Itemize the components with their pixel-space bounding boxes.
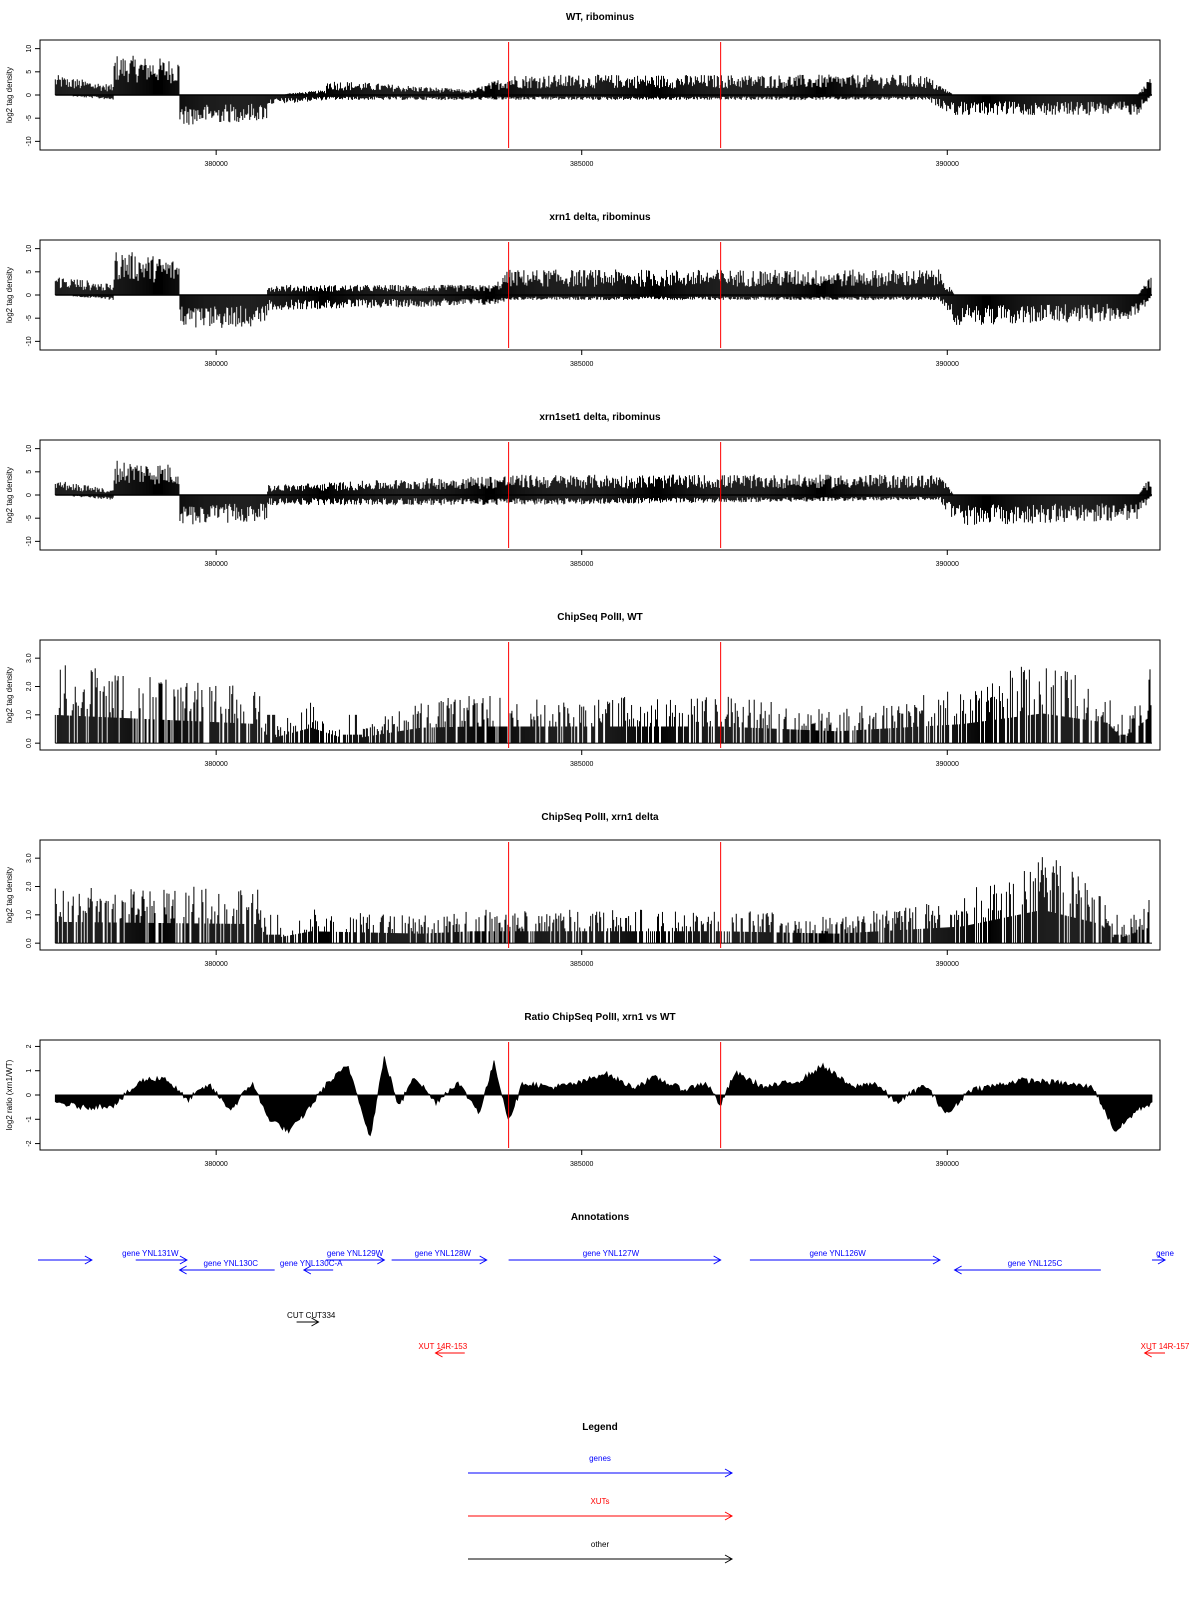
- y-tick-label: -10: [26, 536, 33, 546]
- y-tick-label: -10: [26, 136, 33, 146]
- x-tick-label: 390000: [936, 161, 959, 168]
- y-tick-label: -10: [26, 336, 33, 346]
- chart-title: xrn1set1 delta, ribominus: [539, 412, 661, 423]
- y-tick-label: 5: [26, 470, 33, 474]
- y-tick-label: 5: [26, 70, 33, 74]
- chart-panel: [5, 412, 1160, 568]
- x-tick-label: 380000: [204, 361, 227, 368]
- y-tick-label: 10: [26, 45, 33, 53]
- y-axis-label: log2 tag density: [5, 267, 14, 323]
- chart-title: xrn1 delta, ribominus: [549, 212, 651, 223]
- y-tick-label: 0: [26, 293, 33, 297]
- chart-title: WT, ribominus: [566, 12, 635, 23]
- chart-panel: [5, 212, 1160, 368]
- x-tick-label: 380000: [204, 561, 227, 568]
- x-tick-label: 390000: [936, 561, 959, 568]
- data-series: [55, 461, 1152, 525]
- data-series: [55, 56, 1152, 125]
- y-tick-label: -5: [26, 515, 33, 521]
- y-tick-label: 0: [26, 93, 33, 97]
- x-tick-label: 385000: [570, 161, 593, 168]
- x-tick-label: 385000: [570, 561, 593, 568]
- x-tick-label: 385000: [570, 361, 593, 368]
- y-tick-label: -5: [26, 315, 33, 321]
- y-tick-label: 5: [26, 270, 33, 274]
- y-axis-label: log2 tag density: [5, 67, 14, 123]
- y-tick-label: 0: [26, 493, 33, 497]
- y-tick-label: -5: [26, 115, 33, 121]
- chart-panel: [5, 12, 1160, 168]
- data-series: [55, 252, 1152, 328]
- y-tick-label: 10: [26, 245, 33, 253]
- y-axis-label: log2 tag density: [5, 467, 14, 523]
- y-tick-label: 10: [26, 445, 33, 453]
- x-tick-label: 390000: [936, 361, 959, 368]
- x-tick-label: 380000: [204, 161, 227, 168]
